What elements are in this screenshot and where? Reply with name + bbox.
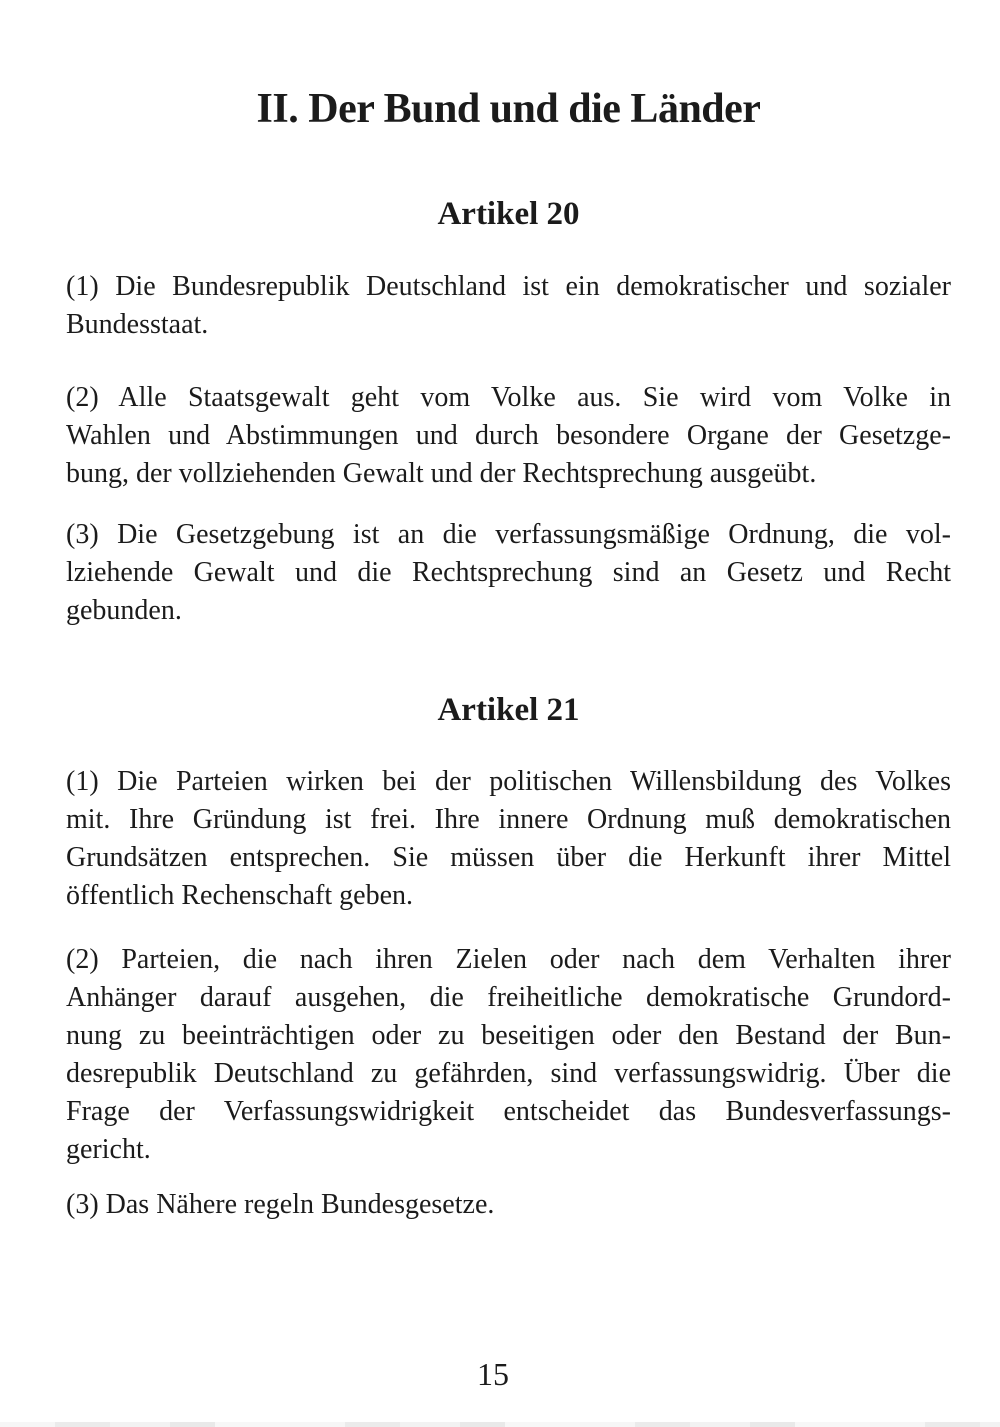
next-page-text-bleed-artifact — [0, 1422, 1000, 1427]
article-20-title: Artikel 20 — [437, 196, 580, 232]
article-21-title: Artikel 21 — [437, 692, 580, 728]
article-21-paragraph-3 — [66, 1186, 951, 1224]
text-line: gericht. — [66, 1134, 151, 1165]
text-line: desrepublik Deutschland zu gefährden, sind verfassungswidrig. Über die — [66, 1058, 951, 1089]
article-21-paragraph-1 — [66, 763, 951, 915]
article-20-paragraph-1 — [66, 268, 951, 344]
text-line: öffentlich Rechenschaft geben. — [66, 880, 414, 911]
text-line: bung, der vollziehenden Gewalt und der Rechtsprechung ausgeübt. — [66, 458, 817, 489]
text-line: (1) Die Parteien wirken bei der politischen Willensbildung des Volkes — [66, 766, 951, 797]
article-20-paragraph-2 — [66, 379, 951, 493]
text-line: Frage der Verfassungswidrigkeit entscheidet das Bundesverfassungs- — [66, 1096, 951, 1127]
text-line: gebunden. — [66, 595, 182, 626]
text-line: (3) Die Gesetzgebung ist an die verfassungsmäßige Ordnung, die vol- — [66, 519, 951, 550]
page-number: 15 — [477, 1356, 509, 1392]
text-line: mit. Ihre Gründung ist frei. Ihre innere Ordnung muß demokratischen — [66, 804, 951, 835]
article-20-paragraph-3 — [66, 516, 951, 630]
text-line: (1) Die Bundesrepublik Deutschland ist ein demokratischer und sozialer — [66, 271, 951, 302]
text-line: (2) Parteien, die nach ihren Zielen oder nach dem Verhalten ihrer — [66, 944, 951, 975]
section-title: II. Der Bund und die Länder — [256, 86, 761, 132]
text-line: Anhänger darauf ausgehen, die freiheitliche demokratische Grundord- — [66, 982, 951, 1013]
text-line: (3) Das Nähere regeln Bundesgesetze. — [66, 1189, 495, 1220]
article-21-paragraph-2 — [66, 941, 951, 1169]
text-line: Bundesstaat. — [66, 309, 209, 340]
text-line: Wahlen und Abstimmungen und durch besondere Organe der Gesetzge- — [66, 420, 951, 451]
text-line: Grundsätzen entsprechen. Sie müssen über die Herkunft ihrer Mittel — [66, 842, 951, 873]
text-line: (2) Alle Staatsgewalt geht vom Volke aus. Sie wird vom Volke in — [66, 382, 951, 413]
text-line: lziehende Gewalt und die Rechtsprechung sind an Gesetz und Recht — [66, 557, 951, 588]
text-line: nung zu beeinträchtigen oder zu beseitigen oder den Bestand der Bun- — [66, 1020, 951, 1051]
